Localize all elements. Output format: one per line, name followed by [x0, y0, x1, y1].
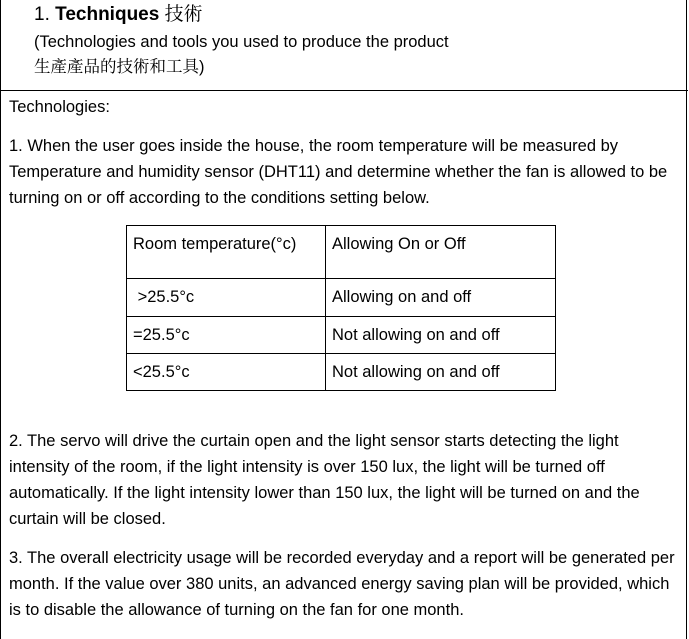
- section-title-zh: 技術: [164, 4, 203, 25]
- paragraph-electricity: 3. The overall electricity usage will be recorded everyday and a report will be generated per month. If the value over 380 units, an advanced energy saving plan will be provided, which is to disable the allowance of turning on the fan for one month.: [9, 549, 675, 619]
- conditions-table: [126, 225, 556, 391]
- table-header-cell: Allowing On or Off: [326, 226, 556, 279]
- table-cell: Not allowing on and off: [326, 354, 556, 391]
- section-number: 1.: [34, 4, 50, 25]
- table-cell: <25.5°c: [127, 354, 326, 391]
- table-cell: >25.5°c: [127, 279, 326, 317]
- section-subtitle-en: (Technologies and tools you used to produce the product: [34, 33, 449, 51]
- section-title: Techniques: [55, 4, 160, 25]
- technologies-label: Technologies:: [9, 98, 110, 116]
- table-header-cell: Room temperature(°c): [127, 226, 326, 279]
- table-cell: Allowing on and off: [326, 279, 556, 317]
- table-row: [127, 317, 556, 354]
- paragraph-temperature: 1. When the user goes inside the house, the room temperature will be measured by Temperature and humidity sensor (DHT11) and determine whether the fan is allowed to be turning on or off according to the conditions setting below.: [9, 137, 668, 207]
- section-heading: [34, 2, 203, 28]
- table-cell: Not allowing on and off: [326, 317, 556, 354]
- section-subtitle-zh: 生產產品的技術和工具): [34, 58, 205, 76]
- table-row: [127, 279, 556, 317]
- table-cell: =25.5°c: [127, 317, 326, 354]
- table-row: [127, 354, 556, 391]
- table-header-row: [127, 226, 556, 279]
- divider: [1, 90, 688, 91]
- paragraph-light: 2. The servo will drive the curtain open and the light sensor starts detecting the light intensity of the room, if the light intensity is over 150 lux, the light will be turned off automatically. If the light intensity lower than 150 lux, the light will be turned on and the curtain will be closed.: [9, 432, 640, 528]
